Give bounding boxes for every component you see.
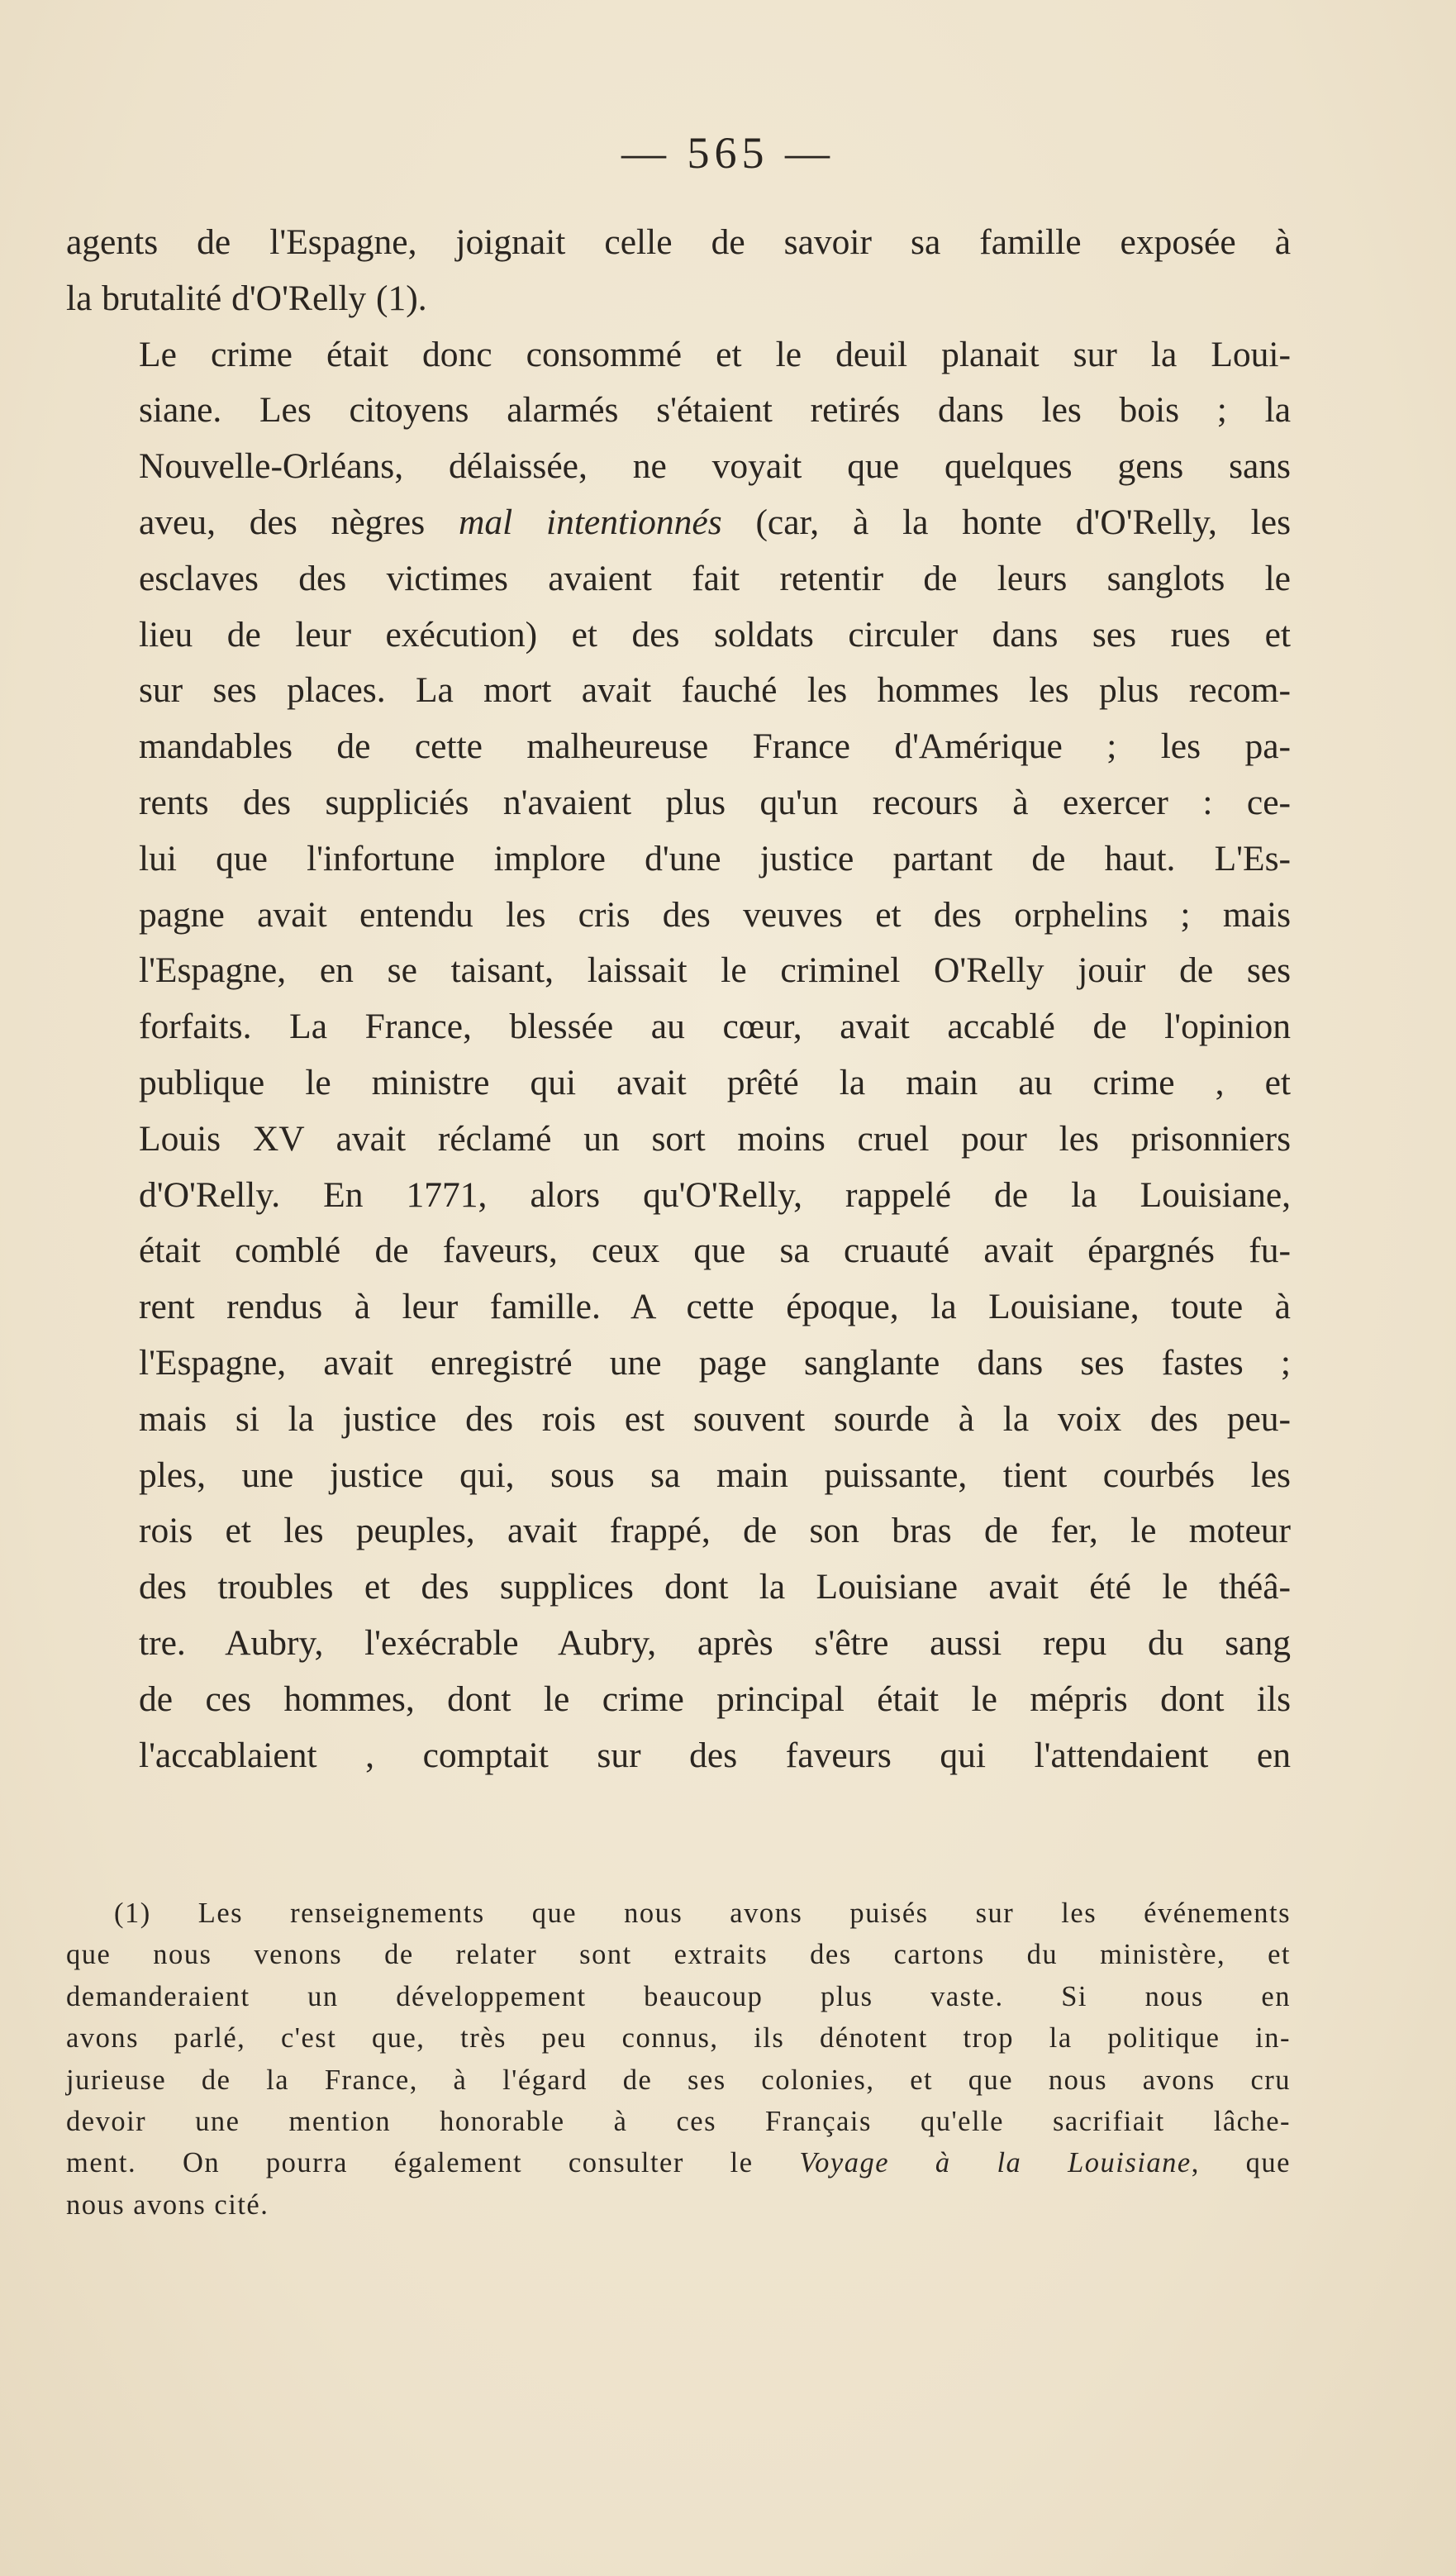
text-line: de ces hommes, dont le crime principal était le mépris dont ils — [139, 1678, 1291, 1719]
text-line: lieu de leur exécution) et des soldats circuler dans ses rues et — [139, 614, 1291, 655]
paragraph-1 — [66, 215, 1291, 327]
text-run: , que — [1191, 2147, 1291, 2179]
main-text — [66, 215, 1291, 1783]
text-line: Le crime était donc consommé et le deuil planait sur la Loui- — [139, 334, 1291, 374]
text-line: forfaits. La France, blessée au cœur, avait accablé de l'opinion — [139, 1007, 1291, 1047]
footnote-line: avons parlé, c'est que, très peu connus, ils dénotent trop la politique in- — [66, 2022, 1291, 2055]
text-line: Louis XV avait réclamé un sort moins cruel pour les prisonniers — [139, 1118, 1291, 1159]
text-line: était comblé de faveurs, ceux que sa cruauté avait épargnés fu- — [139, 1231, 1291, 1271]
footnote-line: nous avons cité. — [66, 2188, 269, 2221]
page-number: — 565 — — [621, 128, 835, 178]
footnote-line: demanderaient un développement beaucoup plus vaste. Si nous en — [66, 1980, 1291, 2012]
text-line: rois et les peuples, avait frappé, de son bras de fer, le moteur — [139, 1511, 1291, 1551]
text-line: d'O'Relly. En 1771, alors qu'O'Relly, rappelé de la Louisiane, — [139, 1174, 1291, 1215]
text-line: esclaves des victimes avaient fait retentir de leurs sanglots le — [139, 558, 1291, 598]
text-run: (car, à la honte d'O'Relly, les — [721, 502, 1291, 542]
text-line: mandables de cette malheureuse France d'Amérique ; les pa- — [139, 726, 1291, 767]
text-line: l'Espagne, en se taisant, laissait le criminel O'Relly jouir de ses — [139, 950, 1291, 991]
footnote — [66, 1893, 1291, 2226]
text-line: agents de l'Espagne, joignait celle de savoir sa famille exposée à — [66, 222, 1291, 262]
footnote-line: devoir une mention honorable à ces Français qu'elle sacrifiait lâche- — [66, 2106, 1291, 2138]
text-line: siane. Les citoyens alarmés s'étaient retirés dans les bois ; la — [139, 390, 1291, 431]
footnote-line: que nous venons de relater sont extraits des cartons du ministère, et — [66, 1939, 1291, 1971]
text-line: sur ses places. La mort avait fauché les hommes les plus recom- — [139, 670, 1291, 711]
text-line: l'accablaient , comptait sur des faveurs qui l'attendaient en — [139, 1735, 1291, 1775]
text-line: l'Espagne, avait enregistré une page sanglante dans ses fastes ; — [139, 1342, 1291, 1383]
footnote-line — [66, 2142, 1291, 2183]
text-line: lui que l'infortune implore d'une justice partant de haut. L'Es- — [139, 838, 1291, 879]
text-line: mais si la justice des rois est souvent sourde à la voix des peu- — [139, 1398, 1291, 1439]
text-line: rents des suppliciés n'avaient plus qu'un recours à exercer : ce- — [139, 782, 1291, 822]
text-line: ples, une justice qui, sous sa main puissante, tient courbés les — [139, 1455, 1291, 1495]
footnote-line: (1) Les renseignements que nous avons puisés sur les événements — [114, 1897, 1291, 1929]
text-line: pagne avait entendu les cris des veuves et des orphelins ; mais — [139, 894, 1291, 935]
text-line: publique le ministre qui avait prêté la main au crime , et — [139, 1062, 1291, 1102]
text-run: ment. On pourra également consulter le — [66, 2147, 800, 2179]
text-line: des troubles et des supplices dont la Louisiane avait été le théâ- — [139, 1567, 1291, 1607]
text-run: aveu, des nègres — [139, 502, 459, 542]
text-line — [66, 495, 1291, 551]
text-line: la brutalité d'O'Relly (1). — [66, 278, 427, 318]
paragraph-2 — [66, 327, 1291, 1784]
text-line: tre. Aubry, l'exécrable Aubry, après s'être aussi repu du sang — [139, 1622, 1291, 1663]
italic-title: Voyage à la Louisiane — [799, 2147, 1192, 2179]
italic-phrase: mal intentionnés — [458, 502, 722, 542]
footnote-line: jurieuse de la France, à l'égard de ses colonies, et que nous avons cru — [66, 2064, 1291, 2096]
text-line: Nouvelle-Orléans, délaissée, ne voyait que quelques gens sans — [139, 446, 1291, 487]
text-line: rent rendus à leur famille. A cette époque, la Louisiane, toute à — [139, 1287, 1291, 1327]
